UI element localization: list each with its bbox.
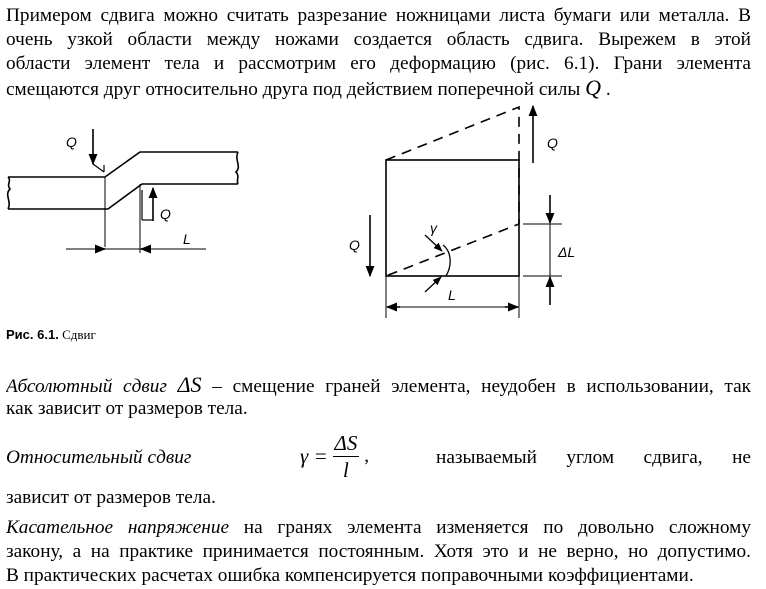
intro-line-4-text: смещаются друг относительно друга под действием поперечной силы [6,79,581,100]
deformed-element [386,107,519,276]
formula-numerator: ΔS [334,431,358,455]
absolute-shift-rest: – смещение граней элемента, неудобен в использовании, так [212,376,751,397]
tail-word-4: не [732,447,751,468]
absolute-shift-line-2: как зависит от размеров тела. [6,398,248,419]
tail-word-2: углом [566,447,615,468]
relative-shift-formula [300,430,369,483]
formula-fraction [333,430,360,483]
left-q-bottom-label: Q [160,206,171,222]
intro-line-3: области элемент тела и рассмотрим его деформацию (рис. 6.1). Грани элемента [6,53,751,74]
figure-caption [6,327,96,343]
tangential-term: Касательное напряжение [6,517,230,538]
right-length-label: L [448,287,456,303]
absolute-shift-line-1 [6,373,751,397]
absolute-shift-paragraph [6,373,751,421]
formula-denominator: l [343,458,349,482]
relative-shift-block [6,430,751,490]
left-side-q-label: Q [349,237,360,253]
caption-label: Рис. 6.1. [6,327,59,342]
gamma-label: γ [430,220,437,236]
strip-left-part [8,152,239,209]
element-square [386,160,519,276]
intro-end-punct: . [605,79,611,100]
relative-shift-tail [436,447,751,469]
relative-shift-line-2 [6,486,751,510]
left-length-label: L [183,231,191,247]
tangential-line-2: закону, а на практике принимается постоянным. Хотя это и не верно, но допустимо. [6,541,751,562]
relative-shift-term: Относительный сдвиг [6,447,192,468]
caption-text: Сдвиг [62,327,96,342]
absolute-shift-term: Абсолютный сдвиг [6,376,167,397]
right-diagram [370,106,562,318]
right-q-label: Q [547,135,558,151]
gamma-arc [443,245,450,276]
tail-word-1: называемый [436,447,537,468]
tail-word-3: сдвига, [643,447,703,468]
formula-lhs: γ = [300,444,328,468]
delta-l-label: ΔL [558,244,576,260]
intro-line-2: очень узкой области между ножами создается область сдвига. Вырежем в этой [6,29,751,50]
tangential-line-1 [6,516,751,540]
intro-line-1: Примером сдвига можно считать разрезание ножницами листа бумаги или металла. В [6,5,751,26]
left-q-top-label: Q [66,134,77,150]
force-symbol: Q [585,75,602,100]
absolute-shift-symbol: ΔS [177,373,202,397]
tangential-paragraph [6,516,751,588]
relative-shift-line-2-text: зависит от размеров тела. [6,487,216,508]
tangential-line-3: В практических расчетах ошибка компенсируется поправочными коэффициентами. [6,565,694,586]
formula-comma: , [364,445,370,467]
tangential-rest: на гранях элемента изменяется по довольно сложному [243,517,751,538]
left-diagram [8,129,239,253]
